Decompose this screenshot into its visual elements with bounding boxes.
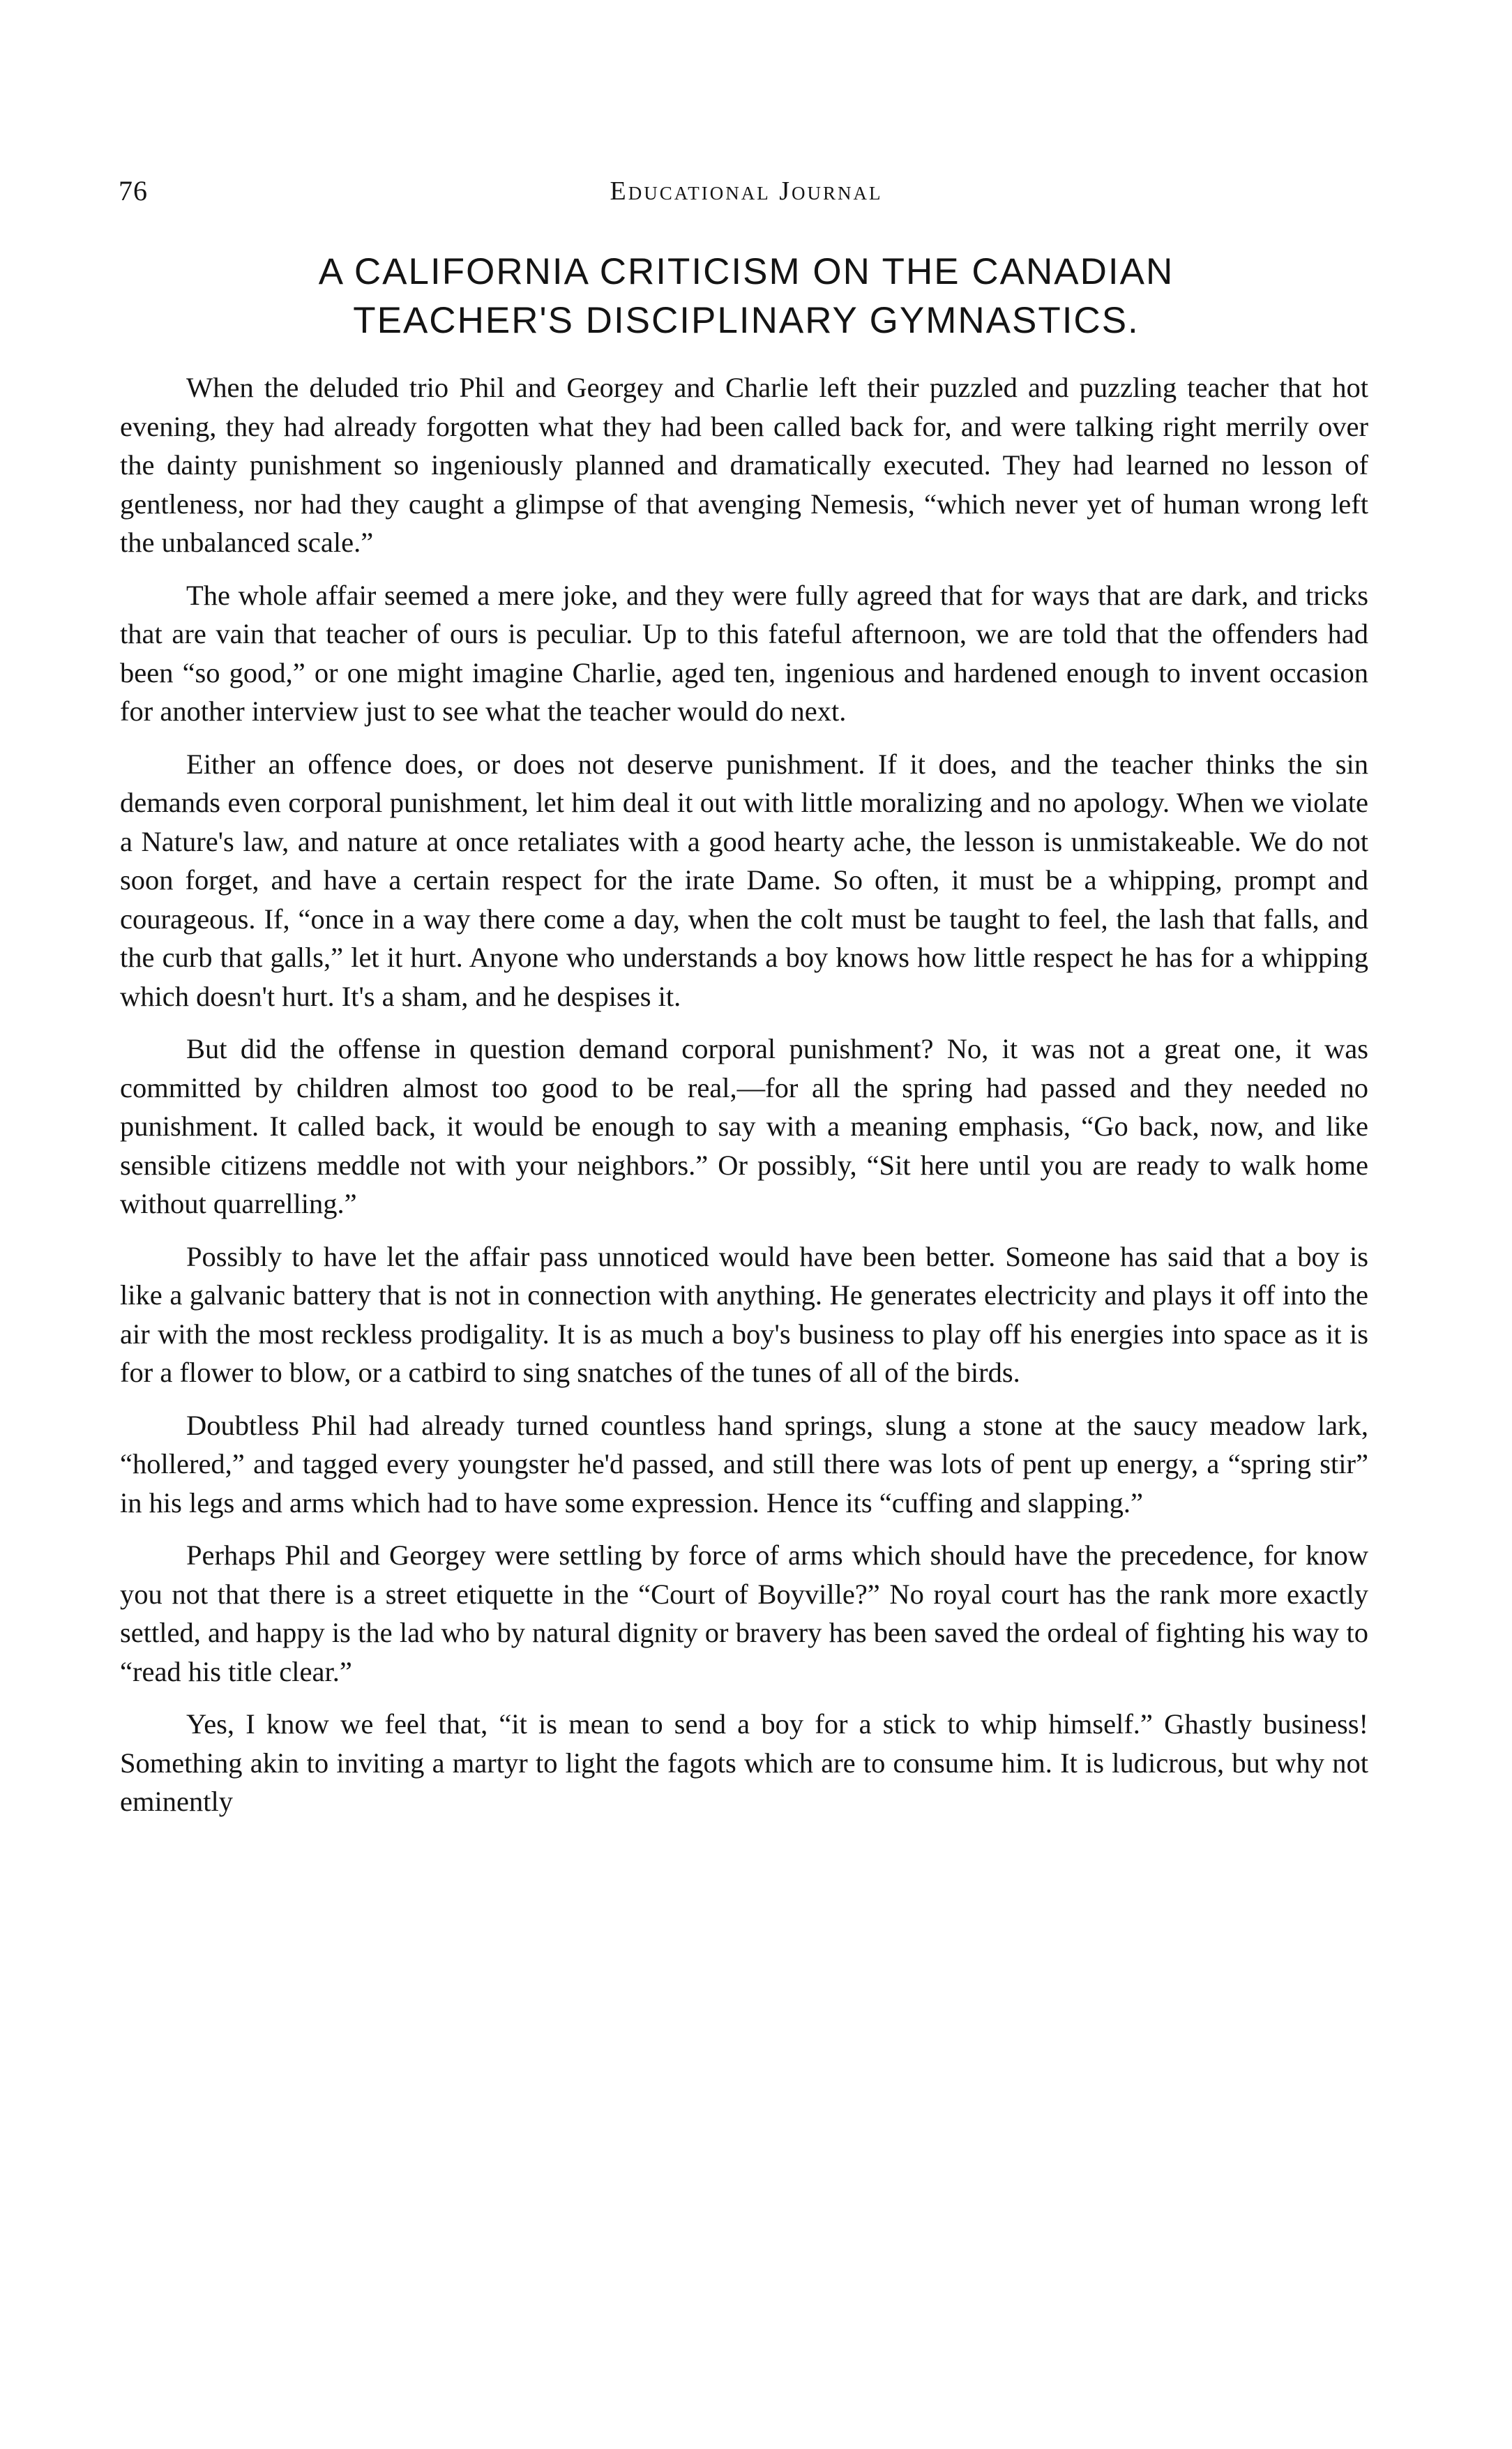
page-number: 76 <box>119 175 148 206</box>
paragraph-1: When the deluded trio Phil and Georgey and Charlie left their puzzled and puzzling teacher that hot evening, they had already forgotten what they had been called back for, and were talking right merrily over the dainty punishment so ingeniously planned and dramatically executed. They had learned no lesson of gentleness, nor had they caught a glimpse of that avenging Nemesis, “which never yet of human wrong left the unbalanced scale.” <box>120 372 1368 558</box>
article-title-line-2: TEACHER'S DISCIPLINARY GYMNASTICS. <box>353 300 1140 341</box>
paragraph-4: But did the offense in question demand corporal punishment? No, it was not a great one, it was committed by children almost too good to be real,—for all the spring had passed and they needed no punishment. It called back, it would be enough to say with a meaning emphasis, “Go back, now, and like sensible citizens meddle not with your neighbors.” Or possibly, “Sit here until you are ready to walk home without quarrelling.” <box>120 1033 1368 1219</box>
journal-name: Educational Journal <box>610 176 883 206</box>
paragraph-2: The whole affair seemed a mere joke, and they were fully agreed that for ways that are dark, and tricks that are vain that teacher of ours is peculiar. Up to this fateful afternoon, we are told that the offenders had been “so good,” or one might imagine Charlie, aged ten, ingenious and hardened enough to invent occasion for another interview just to see what the teacher would do next. <box>120 579 1368 727</box>
paragraph-6: Doubtless Phil had already turned countless hand springs, slung a stone at the saucy meadow lark, “hollered,” and tagged every youngster he'd passed, and still there was lots of pent up energy, a “spring stir” in his legs and arms which had to have some expression. Hence its “cuffing and slapping.” <box>120 1409 1368 1519</box>
running-head <box>119 174 1374 216</box>
paragraph-7: Perhaps Phil and Georgey were settling by force of arms which should have the precedence, for know you not that there is a street etiquette in the “Court of Boyville?” No royal court has the rank more exactly settled, and happy is the lad who by natural dignity or bravery has been saved the ordeal of fighting his way to “read his title clear.” <box>120 1539 1368 1687</box>
paragraph-8: Yes, I know we feel that, “it is mean to send a boy for a stick to whip himself.” Ghastly business! Something akin to inviting a martyr to light the fagots which are to consume him. It is ludicrous, but why not eminently <box>120 1708 1368 1817</box>
article-title-line-1: A CALIFORNIA CRITICISM ON THE CANADIAN <box>318 251 1174 292</box>
article-title <box>112 248 1381 345</box>
article-body <box>120 368 1368 1835</box>
paragraph-3: Either an offence does, or does not deserve punishment. If it does, and the teacher thinks the sin demands even corporal punishment, let him deal it out with little moralizing and no apology. When we violate a Nature's law, and nature at once retaliates with a good hearty ache, the lesson is unmistakeable. We do not soon forget, and have a certain respect for the irate Dame. So often, it must be a whipping, prompt and courageous. If, “once in a way there come a day, when the colt must be taught to feel, the lash that falls, and the curb that galls,” let it hurt. Anyone who understands a boy knows how little respect he has for a whipping which doesn't hurt. It's a sham, and he despises it. <box>120 748 1368 1012</box>
paragraph-5: Possibly to have let the affair pass unnoticed would have been better. Someone has said that a boy is like a galvanic battery that is not in connection with anything. He generates electricity and plays it off into the air with the most reckless prodigality. It is as much a boy's business to play off his energies into space as it is for a flower to blow, or a catbird to sing snatches of the tunes of all of the birds. <box>120 1240 1368 1388</box>
